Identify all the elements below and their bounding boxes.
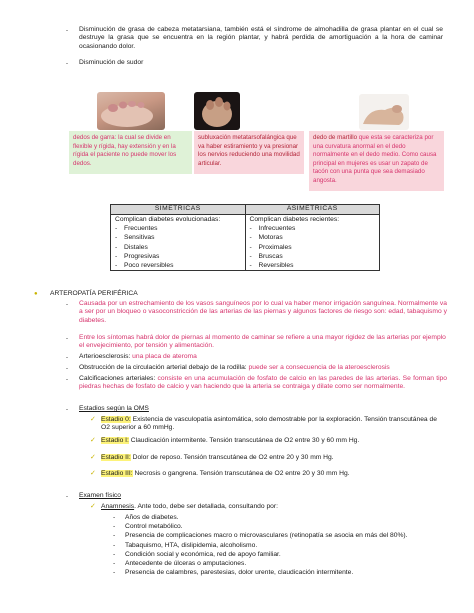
section-title: ARTEROPATÍA PERIFÉRICA xyxy=(50,290,138,297)
list-item: - Presencia de calambres, parestesias, dolor urente, claudicación intermitente. xyxy=(113,568,453,577)
bullet-marker: - xyxy=(66,302,68,308)
table-cell-intro: Complican diabetes evolucionadas: xyxy=(115,216,221,223)
hammer-toe-illustration xyxy=(359,94,409,130)
term-label: Arterioesclerosis: xyxy=(79,353,131,360)
bullet-marker: - xyxy=(66,377,68,383)
bullet-text: Disminución de grasa de cabeza metatarsiana, también está el síndrome de almohadilla de grasa plantar en el cual se destruye la grasa que se encuentra en la región plantar, y habrá perdida de amortiguación a la hora de caminar ocasionando dolor. xyxy=(79,26,443,50)
list-item: - Infrecuentes xyxy=(250,224,376,233)
term-text: consiste en una acumulación de fosfato de calcio en las paredes de las arterias. Se forman tipo piedras hechas de fosfato de calcio y van haciendo que la arteria se contraiga y dilate como ser normalmente. xyxy=(79,375,447,391)
bullet-marker: - xyxy=(66,494,68,500)
stage-label: Estadio 0: xyxy=(101,416,131,423)
subluxation-caption xyxy=(194,131,304,174)
oms-stage-3 xyxy=(101,470,445,478)
list-item: - Antecedente de úlceras o amputaciones. xyxy=(113,559,453,568)
oms-stage-0 xyxy=(101,416,445,433)
bullet-marker: - xyxy=(66,355,68,361)
table-header: SIMETRICAS xyxy=(111,205,246,215)
list-item: - Condición social y económica, red de apoyo familiar. xyxy=(113,550,453,559)
exam-title: Examen físico xyxy=(79,492,121,499)
caption-term: dedos de garra: xyxy=(73,134,117,141)
list-item: - Motoras xyxy=(250,233,376,242)
obstruction-line xyxy=(79,364,447,372)
stage-label: Estadio III: xyxy=(101,470,133,477)
list-item: - Proximales xyxy=(250,243,376,252)
claw-toes-caption xyxy=(69,131,192,174)
check-icon: ✓ xyxy=(90,454,96,461)
anamnesis-line xyxy=(101,503,445,511)
list-item: - Años de diabetes. xyxy=(113,513,453,522)
stage-text: Existencia de vasculopatía asintomática, solo demostrable por la exploración. Tensión transcutánea de O2 superior a 60 mmHg. xyxy=(101,416,437,432)
bullet-marker: - xyxy=(66,28,68,34)
term-label: Obstrucción de la circulación arterial debajo de la rodilla: xyxy=(79,364,247,371)
subluxation-photo xyxy=(194,92,240,130)
table-header: ASIMETRICAS xyxy=(245,205,380,215)
list-item: - Poco reversibles xyxy=(115,261,241,270)
term-text: puede ser a consecuencia de la ateroesclerosis xyxy=(246,364,390,371)
list-item: - Progresivas xyxy=(115,252,241,261)
check-icon: ✓ xyxy=(90,503,96,510)
term-label: Calcificaciones arteriales: xyxy=(79,375,156,382)
list-item: - Presencia de complicaciones macro o microvasculares (retinopatía se asocia en más del 80%). xyxy=(113,531,453,540)
toes-illustration xyxy=(194,92,240,130)
stage-text: Necrosis o gangrena. Tensión transcutánea de O2 entre 20 y 30 mm Hg. xyxy=(132,470,350,477)
list-item: - Frecuentes xyxy=(115,224,241,233)
section-bullet-icon: ● xyxy=(34,291,38,297)
foot-illustration xyxy=(97,92,165,130)
list-item: - Reversibles xyxy=(250,261,376,270)
stage-label: Estadio I: xyxy=(101,437,129,444)
table-cell xyxy=(111,215,246,271)
bullet-marker: - xyxy=(66,336,68,342)
bullet-marker: - xyxy=(66,61,68,67)
bullet-marker: - xyxy=(66,366,68,372)
caption-text: que esta se caracteriza por una curvatura anormal en el dedo normalmente en el dedo medio. Como causa principal en mujeres es usar un zapato de tacón con una punta que sea demasiado angosta. xyxy=(313,134,437,184)
table-cell xyxy=(245,215,380,271)
arterio-definition: Causada por un estrechamiento de los vasos sanguíneos por lo cual va haber menor irrigación sanguínea. Normalmente va a ser por un bloqueo o vasoconstricción de las arterias de las piernas y algunos factores de riesgo son: edad, tabaquismo y diabetes. xyxy=(79,300,447,324)
list-item: - Distales xyxy=(115,243,241,252)
anamnesis-list xyxy=(113,513,453,577)
claw-toes-photo xyxy=(97,92,165,130)
table-cell-intro: Complican diabetes recientes: xyxy=(249,216,340,223)
caption-term: dedo de martillo xyxy=(313,134,358,141)
oms-stage-1 xyxy=(101,437,445,445)
bullet-marker: - xyxy=(66,407,68,413)
hammer-toe-caption xyxy=(309,131,444,191)
stage-text: Claudicación intermitente. Tensión transcutánea de O2 entre 30 y 60 mm Hg. xyxy=(128,437,360,444)
check-icon: ✓ xyxy=(90,437,96,444)
oms-title: Estadios según la OMS xyxy=(79,405,149,412)
calcification-line xyxy=(79,375,447,392)
oms-stage-2 xyxy=(101,454,445,462)
anamnesis-label: Anamnesis xyxy=(101,503,135,510)
term-text: una placa de ateroma xyxy=(130,353,197,360)
bullet-text: Disminución de sudor xyxy=(79,59,144,66)
hammer-toe-photo xyxy=(359,94,409,130)
stage-label: Estadio II: xyxy=(101,454,131,461)
neuropathy-table xyxy=(110,204,380,271)
anamnesis-text: . Ante todo, debe ser detallada, consultando por: xyxy=(134,503,278,510)
caption-term: subluxación metatarsofalángica xyxy=(198,134,285,141)
list-item: - Tabaquismo, HTA, dislipidemia, alcoholismo. xyxy=(113,541,453,550)
arterio-symptoms: Entre los síntomas habrá dolor de piernas al momento de caminar se refiere a una mayor rigidez de las arterias por ejemplo el envejecimiento, por tensión y alimentación. xyxy=(79,334,446,350)
caption-text: la cual se divide en flexible y rígida, hay extensión y en la rígida el paciente no puede mover los dedos. xyxy=(73,134,177,167)
list-item: - Bruscas xyxy=(250,252,376,261)
caption-text: que va haber estiramiento y va presionar los nervios reduciendo una movilidad articular. xyxy=(198,134,300,167)
stage-text: Dolor de reposo. Tensión transcutánea de O2 entre 20 y 30 mm Hg. xyxy=(130,454,334,461)
arterioesclerosis-line xyxy=(79,353,447,361)
list-item: - Sensitivas xyxy=(115,233,241,242)
check-icon: ✓ xyxy=(90,416,96,423)
list-item: - Control metabólico. xyxy=(113,522,453,531)
check-icon: ✓ xyxy=(90,470,96,477)
